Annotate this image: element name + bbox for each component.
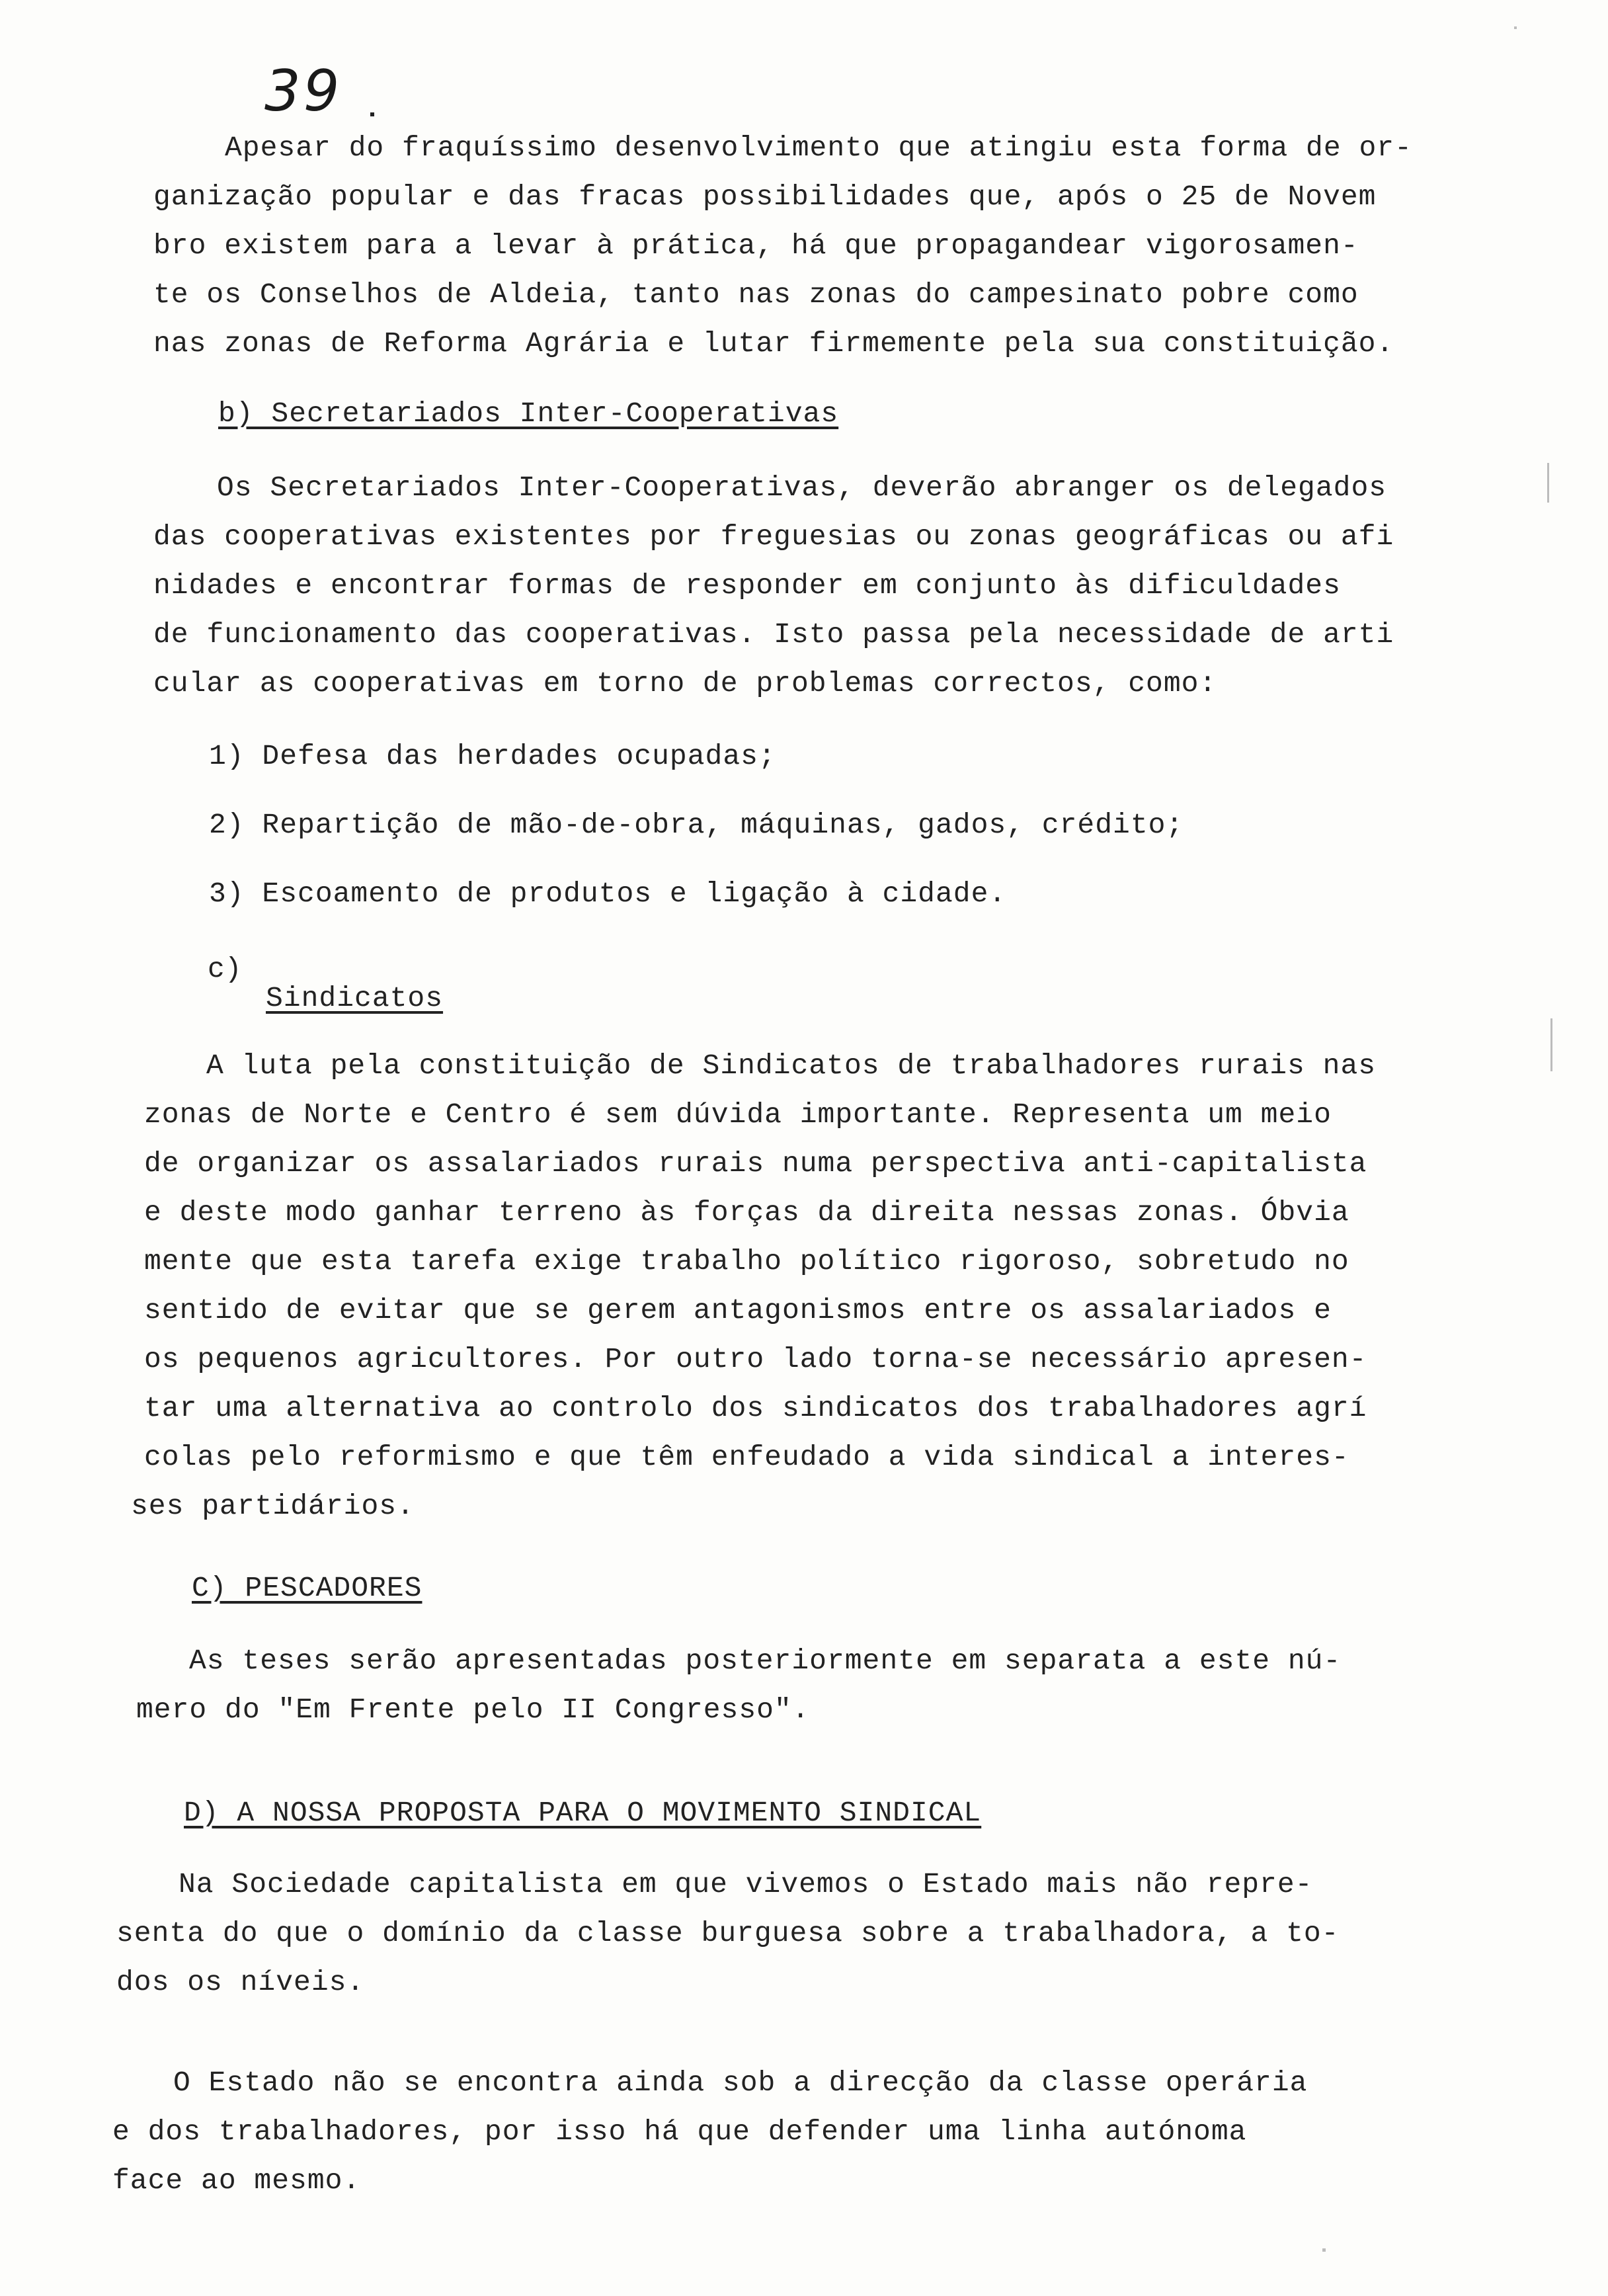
paragraph-line: ganização popular e das fracas possibilidades que, após o 25 de Novem (153, 181, 1377, 213)
paragraph-line: cular as cooperativas em torno de problemas correctos, como: (153, 667, 1217, 700)
section-label: c) (208, 953, 242, 985)
paragraph-line: e dos trabalhadores, por isso há que defender uma linha autónoma (112, 2115, 1247, 2148)
paragraph-line: nas zonas de Reforma Agrária e lutar firmemente pela sua constituição. (153, 327, 1394, 360)
list-item: 3) Escoamento de produtos e ligação à cidade. (209, 878, 1007, 910)
paragraph-line: Na Sociedade capitalista em que vivemos o Estado mais não repre- (179, 1868, 1313, 1901)
paragraph-line: Apesar do fraquíssimo desenvolvimento que atingiu esta forma de or- (225, 132, 1412, 164)
paragraph-line: mero do "Em Frente pelo II Congresso". (136, 1694, 810, 1726)
paragraph-line: de organizar os assalariados rurais numa perspectiva anti-capitalista (144, 1147, 1367, 1180)
list-item: 2) Repartição de mão-de-obra, máquinas, gados, crédito; (209, 809, 1184, 841)
paragraph-line: A luta pela constituição de Sindicatos de trabalhadores rurais nas (206, 1049, 1377, 1082)
paragraph-line: face ao mesmo. (112, 2164, 361, 2197)
paragraph-line: colas pelo reformismo e que têm enfeudado a vida sindical a interes- (144, 1441, 1349, 1473)
paragraph-line: te os Conselhos de Aldeia, tanto nas zonas do campesinato pobre como (153, 278, 1359, 311)
paragraph-line: O Estado não se encontra ainda sob a direcção da classe operária (173, 2067, 1308, 2099)
paragraph-line: das cooperativas existentes por freguesias ou zonas geográficas ou afi (153, 520, 1394, 553)
paragraph-line: tar uma alternativa ao controlo dos sindicatos dos trabalhadores agrí (144, 1392, 1367, 1424)
scan-speck (1322, 2248, 1326, 2252)
scan-speck (370, 112, 374, 116)
paragraph-line: os pequenos agricultores. Por outro lado torna-se necessário apresen- (144, 1343, 1367, 1375)
paragraph-line: nidades e encontrar formas de responder em conjunto às dificuldades (153, 569, 1341, 602)
section-heading: Sindicatos (266, 982, 444, 1014)
paragraph-line: mente que esta tarefa exige trabalho político rigoroso, sobretudo no (144, 1245, 1349, 1278)
scan-speck (1547, 463, 1549, 503)
paragraph-line: e deste modo ganhar terreno às forças da direita nessas zonas. Óbvia (144, 1196, 1349, 1229)
paragraph-line: Os Secretariados Inter-Cooperativas, deverão abranger os delegados (217, 472, 1387, 504)
list-item: 1) Defesa das herdades ocupadas; (209, 740, 776, 772)
section-heading: C) PESCADORES (192, 1572, 422, 1604)
paragraph-line: de funcionamento das cooperativas. Isto passa pela necessidade de arti (153, 618, 1394, 651)
scan-speck (1514, 26, 1517, 29)
paragraph-line: dos os níveis. (116, 1966, 365, 1998)
paragraph-line: senta do que o domínio da classe burguesa sobre a trabalhadora, a to- (116, 1917, 1340, 1949)
paragraph-line: bro existem para a levar à prática, há que propagandear vigorosamen- (153, 229, 1359, 262)
section-heading: b) Secretariados Inter-Cooperativas (218, 397, 839, 430)
page-number: 39 (264, 58, 342, 124)
section-heading: D) A NOSSA PROPOSTA PARA O MOVIMENTO SINDICAL (184, 1797, 982, 1829)
paragraph-line: sentido de evitar que se gerem antagonismos entre os assalariados e (144, 1294, 1332, 1327)
paragraph-line: As teses serão apresentadas posteriormente em separata a este nú- (189, 1645, 1342, 1677)
paragraph-line: zonas de Norte e Centro é sem dúvida importante. Representa um meio (144, 1098, 1332, 1131)
scan-speck (1550, 1018, 1552, 1071)
paragraph-line: ses partidários. (131, 1490, 415, 1522)
